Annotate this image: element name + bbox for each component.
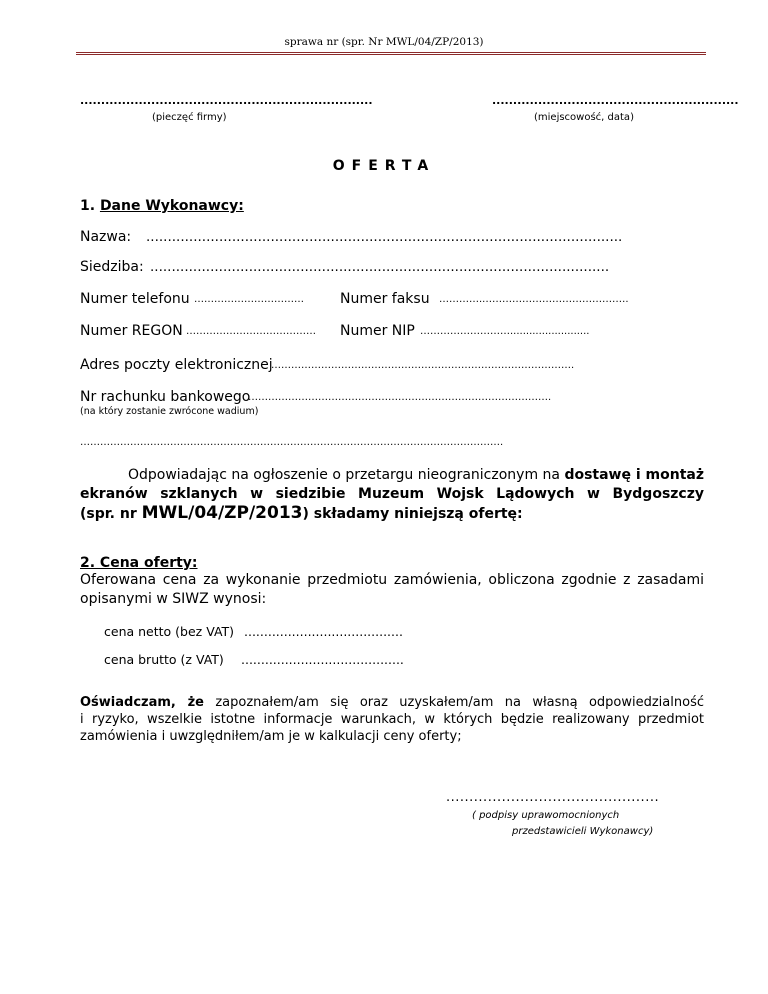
stamp-label: (pieczęć firmy) (152, 112, 227, 123)
document-title: OFERTA (332, 158, 436, 174)
signature-label-2: przedstawicieli Wykonawcy) (512, 826, 654, 837)
section-2-line-2: opisanymi w SIWZ wynosi: (80, 591, 267, 607)
konto-label: Nr rachunku bankowego (80, 389, 251, 405)
netto-label: cena netto (bez VAT) (104, 624, 235, 639)
nazwa-dots: ............................................................................................................... (146, 229, 623, 245)
section-1-number: 1. (80, 198, 96, 214)
email-label: Adres poczty elektronicznej (80, 357, 273, 373)
siedziba-dots: ........................................................................................................... (150, 259, 610, 275)
brutto-label: cena brutto (z VAT) (104, 652, 224, 667)
section-1-title: Dane Wykonawcy: (99, 198, 244, 214)
siedziba-label: Siedziba: (80, 259, 144, 275)
section-2-line-1: Oferowana cena za wykonanie przedmiotu zamówienia, obliczona zgodnie z zasadami (80, 572, 704, 588)
section-2-heading: 2. Cena oferty: (80, 555, 198, 571)
statement-text-1: zapoznałem/am się oraz uzyskałem/am na własną odpowiedzialność (204, 695, 704, 710)
statement-line-2: i ryzyko, wszelkie istotne informacje warunkach, w których będzie realizowany przedmiot (80, 712, 704, 727)
telefon-dots: …………………………… (194, 294, 304, 305)
signature-label-1: ( podpisy uprawomocnionych (472, 810, 620, 821)
faks-dots: …………..……………………………………. (439, 294, 629, 305)
header-rule-2 (76, 54, 706, 55)
place-date-dots: ........................................................... (492, 94, 739, 107)
statement-paragraph (80, 694, 704, 745)
email-dots: ………………………………………………………………………………. (271, 360, 575, 371)
nip-label: Numer NIP (340, 323, 415, 339)
signature-dots: .............................................. (446, 790, 660, 805)
nip-dots: ………………………......................... (420, 326, 590, 337)
case-number: MWL/04/ZP/2013 (141, 503, 303, 523)
nazwa-label: Nazwa: (80, 229, 132, 245)
netto-dots: ........................................ (244, 624, 403, 639)
brutto-dots: ......................................... (241, 652, 404, 667)
intro-line-1 (80, 466, 704, 485)
intro-line-3 (80, 504, 704, 524)
place-date-label: (miejscowość, data) (534, 112, 634, 123)
case-header: sprawa nr (spr. Nr MWL/04/ZP/2013) (284, 36, 484, 48)
intro-line-2: ekranów szklanych w siedzibie Muzeum Wojsk Lądowych w Bydgoszczy (80, 486, 704, 502)
regon-label: Numer REGON (80, 323, 183, 339)
regon-dots: ………………………………… (186, 326, 316, 337)
intro-bold-1: dostawę i montaż (564, 467, 704, 483)
intro-paragraph (80, 466, 704, 524)
statement-line-1 (80, 694, 704, 711)
faks-label: Numer faksu (340, 291, 430, 307)
header-rule (76, 52, 706, 53)
section-2-text (80, 571, 704, 609)
intro-text-1: Odpowiadając na ogłoszenie o przetargu nieograniczonym na (128, 467, 565, 483)
statement-line-3: zamówienia i uwzględniłem/am je w kalkulacji ceny oferty; (80, 729, 462, 744)
intro-text-3a: (spr. nr (80, 506, 142, 522)
konto-note: (na który zostanie zwrócone wadium) (80, 406, 259, 417)
stamp-dots: ...................................................................... (80, 94, 373, 107)
konto-dots: ………………………………………………………………………………. (248, 392, 552, 403)
extra-dots: ………………………………………………………………………………………………………………. (80, 437, 504, 448)
telefon-label: Numer telefonu (80, 291, 190, 307)
statement-bold: Oświadczam, że (80, 695, 204, 710)
intro-text-3c: ) składamy niniejszą ofertę: (302, 506, 523, 522)
section-1-heading (80, 198, 244, 214)
